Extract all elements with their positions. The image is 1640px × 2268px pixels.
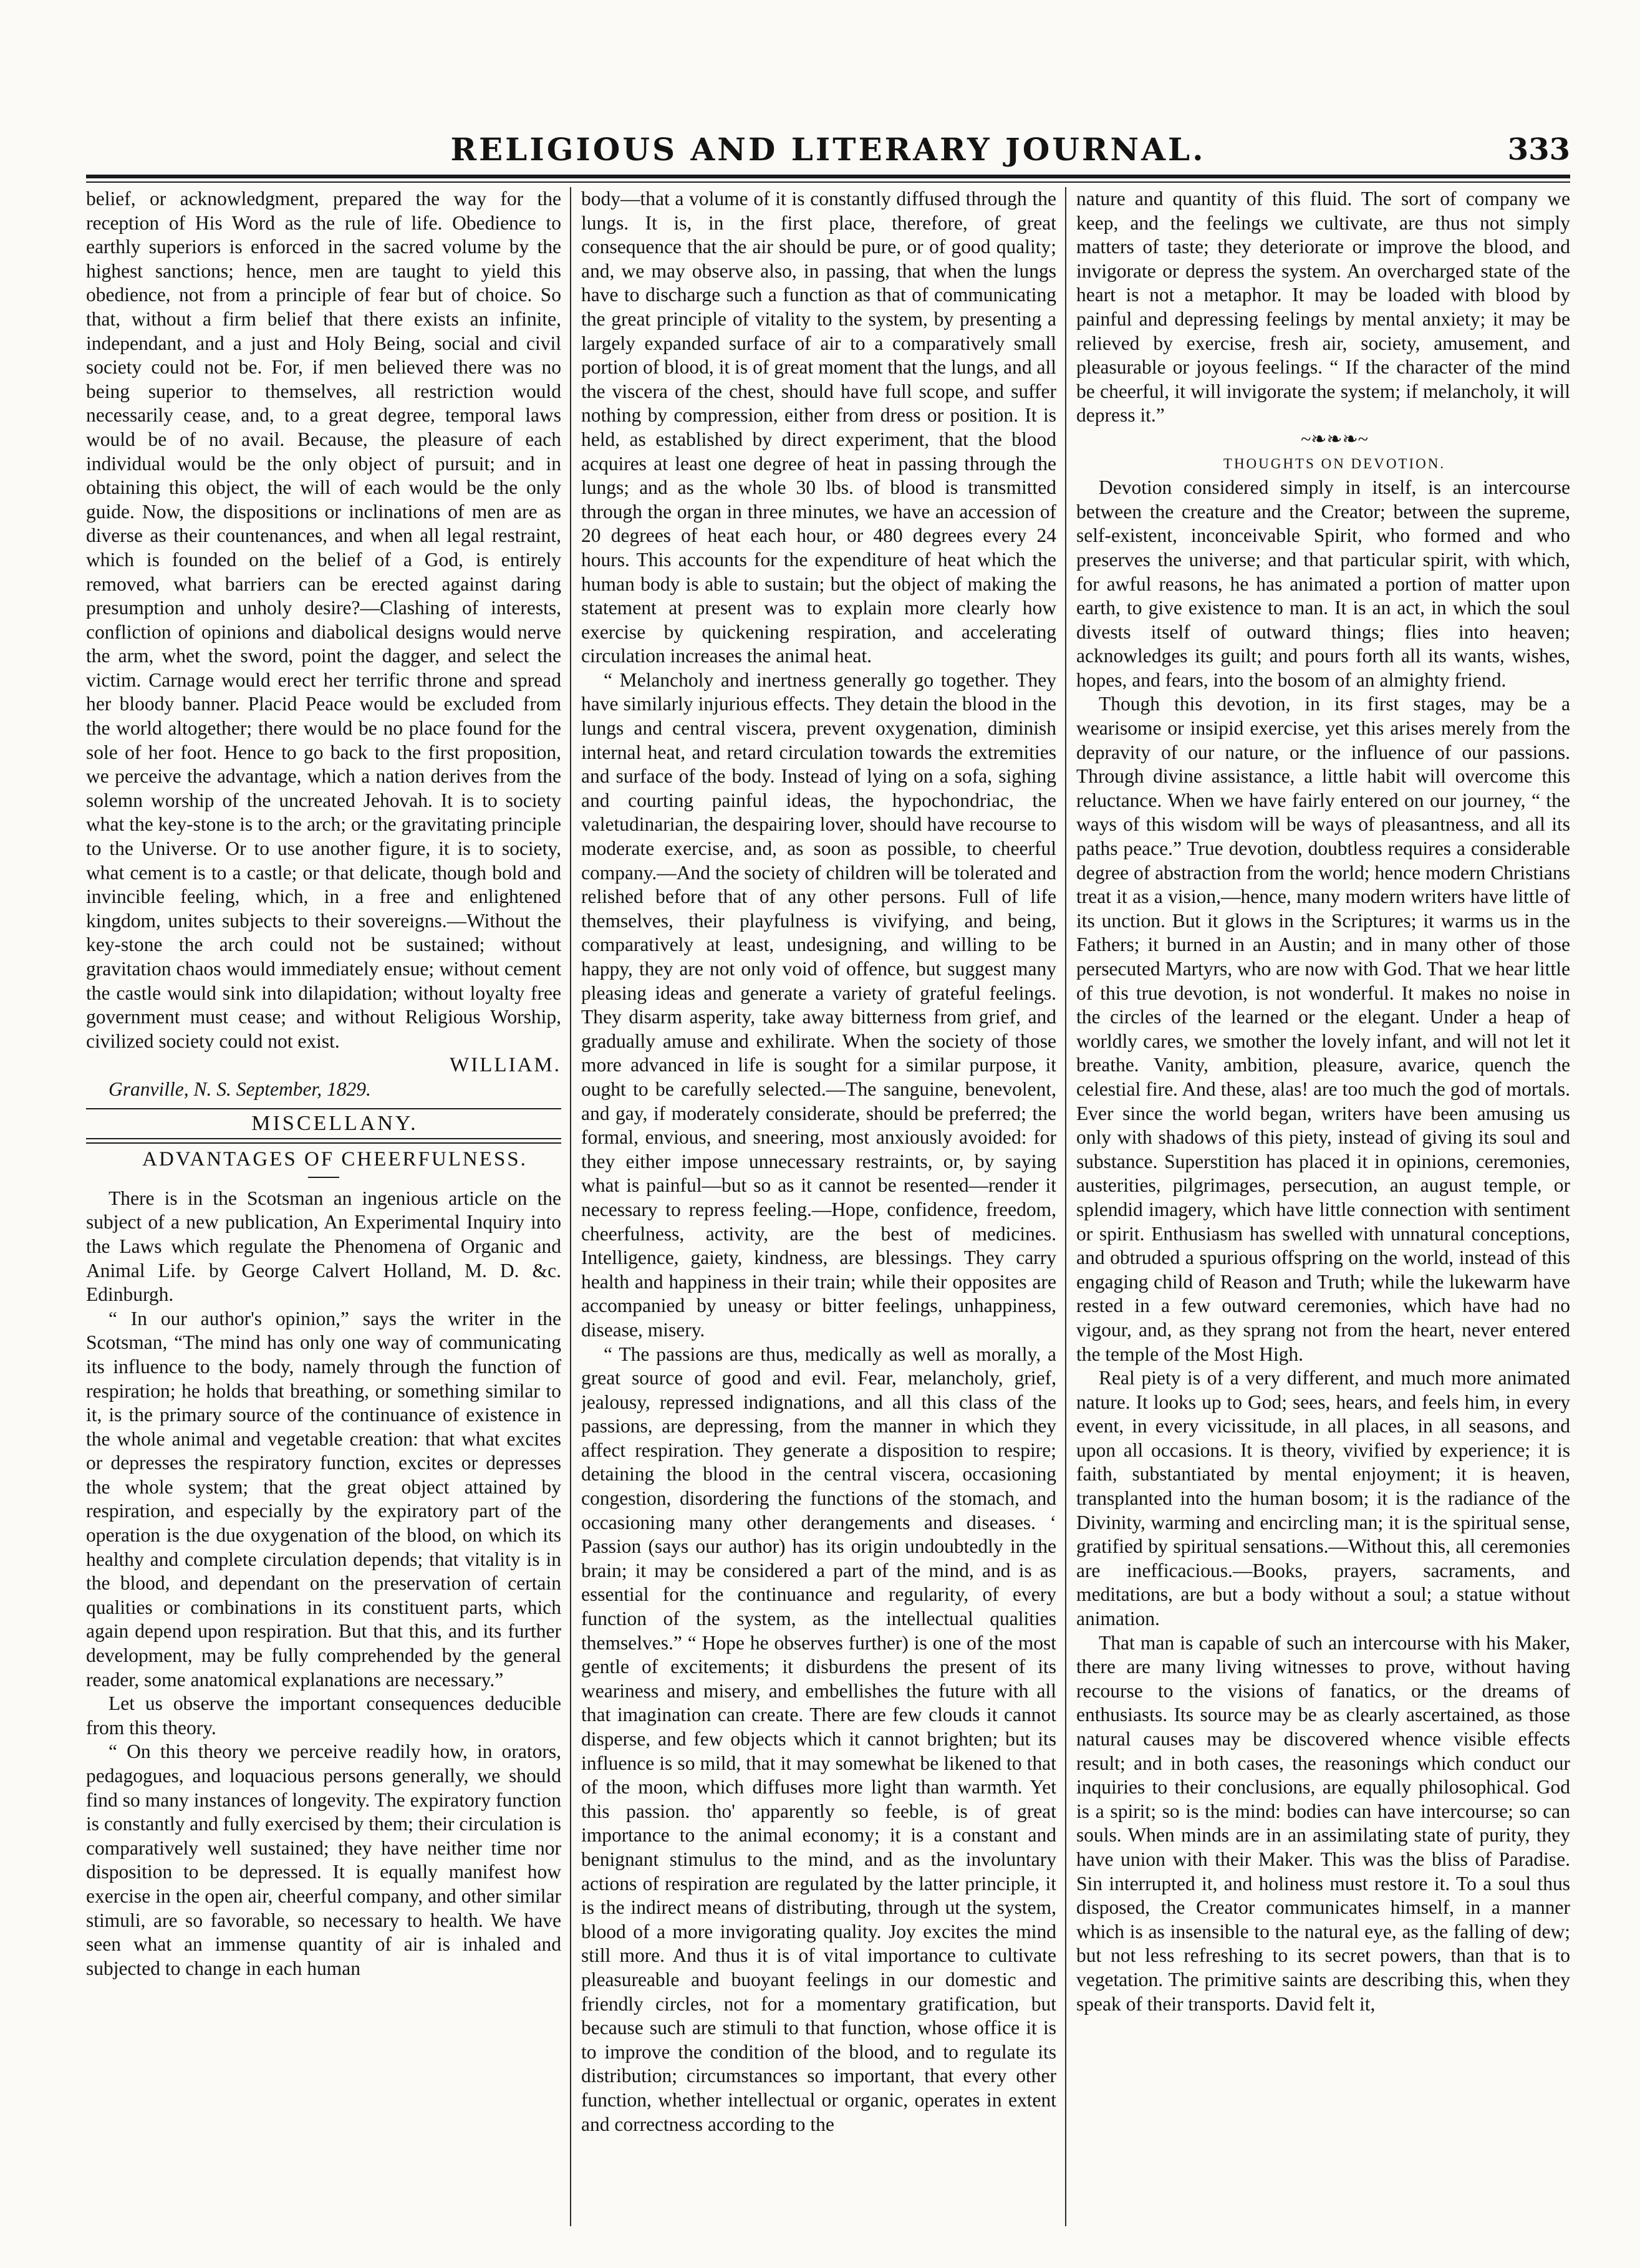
paragraph-continuation: belief, or acknowledgment, prepared the way for the reception of His Word as the rule of life. Obedience to earthly superiors is enforced in the sacred volume by the highest sanctions; hence, men are taught to yield this obedience, not from a principle of fear but of choice. So that, without a firm belief that there exists an infinite, independant, and a just and Holy Being, social and civil society could not be. For, if men believed there was no being superior to themselves, all restriction would necessarily cease, and, to a great degree, temporal laws would be of no avail. Because, the pleasure of each individual would be the only object of pursuit; and in obtaining this object, the will of each would be the only guide. Now, the dispositions or inclinations of men are as diverse as their countenances, and when all legal restraint, which is founded on the belief of a God, is entirely removed, what barriers can be erected against daring presumption and unholy desire?—Clashing of interests, confliction of opinions and diabolical designs would nerve the arm, whet the sword, point the dagger, and select the victim. Carnage would erect her terrific throne and spread her bloody banner. Placid Peace would be excluded from the world altogether; there would be no place found for the sole of her foot. Hence to go back to the first proposition, we perceive the advantage, which a nation derives from the solemn worship of the uncreated Jehovah. It is to society what the key-stone is to the arch; or the gravitating principle to the Universe. Or to use another figure, it is to society, what cement is to a castle; or that delicate, though bold and invincible feeling, which, in a free and enlightened kingdom, unites subjects to their sovereigns.—Without the key-stone the arch could not be sustained; without gravitation chaos would immediately ensue; without cement the castle would sink into dilapidation; without loyalty free government must cease; and without Religious Worship, civilized society could not exist. — [86, 188, 561, 1052]
paragraph: There is in the Scotsman an ingenious article on the subject of a new publication, An Experimental Inquiry into the Laws which regulate the Phenomena of Organic and Animal Life. by George Calvert Holland, M. D. &c. Edinburgh. — [86, 1187, 561, 1306]
paragraph: “ The passions are thus, medically as well as morally, a great source of good and evil. Fear, melancholy, grief, jealousy, repressed indignations, and all this class of the passions, are depressing, from the manner in which they affect respiration. They generate a disposition to respire; detaining the blood in the central viscera, occasioning congestion, disordering the functions of the stomach, and occasioning many other derangements and diseases. ‘ Passion (says our author) has its origin undoubtedly in the brain; it may be considered a part of the mind, and is as essential for the continuance and regularity, of every function of the system, as the intellectual qualities themselves.” “ Hope he observes further) is one of the most gentle of excitements; it disburdens the present of its weariness and misery, and embellishes the future with all that imagination can create. There are few clouds it cannot disperse, and few objects which it cannot brighten; but its influence is so mild, that it may somewhat be likened to that of the moon, which diffuses more light than warmth. Yet this passion. tho' apparently so feeble, is of great importance to the animal economy; it is a constant and benignant stimulus to the mind, and as the involuntary actions of respiration are regulated by the latter principle, it is the indirect means of distributing, through ut the system, blood of a more invigorating quality. Joy excites the mind still more. And thus it is of vital importance to cultivate pleasureable and buoyant feelings in our domestic and friendly circles, not for a momentary gratification, but because such are stimuli to that function, whose office it is to improve the condition of the blood, and to regulate its distribution; circumstances so important, that every other function, whether intellectual or organic, operates in extent and correctness according to the — [581, 1343, 1056, 2135]
author-signature: WILLIAM. — [450, 1054, 561, 1077]
paragraph: That man is capable of such an intercourse with his Maker, there are many living witnesses to prove, without having recourse to the visions of fanatics, or the dreams of enthusiasts. Its source may be as clearly ascertained, as those natural causes may be discovered whence visible effects result; and in both cases, the reasonings which conduct our inquiries to their conclusions, are equally philosophical. God is a spirit; so is the mind: bodies can have intercourse; so can souls. When minds are in an assimilating state of purity, they have union with their Maker. This was the bliss of Paradise. Sin interrupted it, and holiness must restore it. To a soul thus disposed, the Creator communicates himself, in a manner which is as insensible to the natural eye, as the falling of dew; but not less refreshing to its secret powers, than that is to vegetation. The primitive saints are describing this, when they speak of their transports. David felt it, — [1076, 1631, 1570, 2015]
paragraph: body—that a volume of it is constantly diffused through the lungs. It is, in the first place, therefore, of great consequence that the air should be pure, or of good quality; and, we may observe also, in passing, that when the lungs have to discharge such a function as that of communicating the great principle of vitality to the system, by presenting a largely expanded surface of air to a comparatively small portion of blood, it is of great moment that the lungs, and all the viscera of the chest, should have full scope, and suffer nothing by compression, either from dress or position. It is held, as established by direct experiment, that the blood acquires at least one degree of heat in passing through the lungs; and as the whole 30 lbs. of blood is transmitted through the organ in three minutes, we have an accession of 20 degrees of heat each hour, or 480 degrees every 24 hours. This accounts for the expenditure of heat which the human body is able to sustain; but the object of making the statement at present was to explain more clearly how exercise by quickening respiration, and accelerating circulation increases the animal heat. — [581, 188, 1056, 667]
title-short-rule — [308, 1177, 339, 1178]
page-number: 333 — [1507, 132, 1570, 167]
section-title: MISCELLANY. — [251, 1111, 418, 1135]
paragraph: Real piety is of a very different, and much more animated nature. It looks up to God; sees, hears, and feels him, in every event, in every vicissitude, in all places, in all seasons, and upon all occasions. It is theory, vivified by experience; it is faith, substantiated by mental enjoyment; it is heaven, transplanted into the human bosom; it is the radiance of the Divinity, warming and encircling man; it is the spiritual sense, gratified by spiritual sensations.—Without this, all ceremonies are inefficacious.—Books, prayers, sacraments, and meditations, are but a body without a soul; a statue without animation. — [1076, 1367, 1570, 1630]
column-3 — [1076, 187, 1570, 2226]
column-divider-2 — [1065, 187, 1066, 2226]
paragraph: “ In our author's opinion,” says the writer in the Scotsman, “The mind has only one way of communicating its influence to the body, namely through the function of respiration; he holds that breathing, or something similar to it, is the primary source of the continuance of existence in the whole animal and vegetable creation: that what excites or depresses the respiratory function, excites or depresses the whole system; that the great object attained by respiration, and especially by the expiratory part of the operation is the due oxygenation of the blood, on which its healthy and complete circulation depends; that vitality is in the blood, and dependant on the preservation of certain qualities or combinations in its constituent parts, which again depend upon respiration. But that this, and its further development, may be fully comprehended by the general reader, some anatomical explanations are necessary.” — [86, 1307, 561, 1691]
paragraph: Let us observe the important consequences deducible from this theory. — [86, 1692, 561, 1739]
paragraph: “ Melancholy and inertness generally go together. They have similarly injurious effects. They detain the blood in the lungs and central viscera, prevent oxygenation, diminish internal heat, and retard circulation towards the extremities and surface of the body. Instead of lying on a sofa, sighing and courting painful ideas, the hypochondriac, the valetudinarian, the despairing lover, should have recourse to moderate exercise, and, as soon as possible, to cheerful company.—And the society of children will be tolerated and relished before that of any other persons. Full of life themselves, their playfulness is vivifying, and being, comparatively at least, undesigning, and willing to be happy, they are not only void of offence, but suggest many pleasing ideas and generate a variety of grateful feelings. They disarm asperity, take away bitterness from grief, and gradually amuse and exhilirate. When the society of those more advanced in life is sought for a similar purpose, it ought to be carefully selected.—The sanguine, benevolent, and gay, if moderately considerate, should be preferred; the formal, envious, and sneering, most anxiously avoided: for they either impose unnecessary restraints, or, by saying what is painful—but so as it cannot be resented—render it necessary to repress feeling.—Hope, confidence, freedom, cheerfulness, activity, are the best of medicines. Intelligence, gaiety, kindness, are blessings. They carry health and happiness in their train; while their opposites are accompanied by uneasy or bitter feelings, unhappiness, disease, misery. — [581, 668, 1056, 1341]
dateline: Granville, N. S. September, 1829. — [109, 1078, 371, 1100]
paragraph: Though this devotion, in its first stages, may be a wearisome or insipid exercise, yet this arises merely from the depravity of our nature, or the influence of our passions. Through divine assistance, a little habit will overcome this reluctance. When we have fairly entered on our journey, “ the ways of this wisdom will be ways of pleasantness, and all its paths peace.” True devotion, doubtless requires a considerable degree of abstraction from the world; hence modern Christians treat it as a vision,—hence, many modern writers have little of its unction. But it glows in the Scriptures; it warms us in the Fathers; it burned in an Austin; and in many other of those persecuted Martyrs, who are now with God. That we hear little of this true devotion, is not wonderful. It makes no noise in the circles of the learned or the elegant. Under a heap of worldly cares, we smother the lovely infant, and will not let it breathe. Vanity, ambition, pleasure, avarice, quench the celestial fire. And these, alas! are too much the god of mortals. Ever since the world began, writers have been amusing us only with shadows of this piety, instead of giving its soul and substance. Superstition has placed it in opinions, ceremonies, austerities, pilgrimages, persecution, an august temple, or splendid imagery, which have little connection with sentiment or spirit. Enthusiasm has swelled with unnatural conceptions, and obtruded a spurious offspring on the world, instead of this engaging child of Reason and Truth; while the lukewarm have rested in a few outward ceremonies, which have had no vigour, and, as they sprang not from the heart, never entered the temple of the Most High. — [1076, 693, 1570, 1365]
column-1 — [86, 187, 561, 2226]
section-rule-bottom — [86, 1142, 561, 1144]
article-title-cheerfulness: ADVANTAGES OF CHEERFULNESS. — [142, 1148, 528, 1171]
page-header — [86, 128, 1570, 171]
paragraph: Devotion considered simply in itself, is an intercourse between the creature and the Creator; between the supreme, self-existent, inconceivable Spirit, who formed and who preserves the universe; and that particular spirit, with which, for awful reasons, he has animated a portion of matter upon earth, to give existence to man. It is an act, in which the soul divests itself of outward things; flies into heaven; acknowledges its guilt; and pours forth all its wants, wishes, hopes, and fears, into the bosom of an almighty friend. — [1076, 476, 1570, 691]
paragraph: nature and quantity of this fluid. The sort of company we keep, and the feelings we cultivate, are thus not simply matters of taste; they deteriorate or improve the blood, and invigorate or depress the system. An overcharged state of the heart is not a metaphor. It may be loaded with blood by painful and depressing feelings by mental anxiety; it may be relieved by exercise, fresh air, society, amusement, and pleasurable or joyous feelings. “ If the character of the mind be cheerful, it will invigorate the system; if melancholy, it will depress it.” — [1076, 188, 1570, 427]
journal-title: RELIGIOUS AND LITERARY JOURNAL. — [450, 131, 1206, 168]
column-divider-1 — [570, 187, 571, 2226]
section-rule — [86, 1108, 561, 1109]
header-rule-thick — [86, 175, 1570, 178]
column-2 — [581, 187, 1056, 2226]
article-title-devotion: THOUGHTS ON DEVOTION. — [1223, 455, 1446, 471]
header-rule-thin — [86, 181, 1570, 183]
paragraph: “ On this theory we perceive readily how, in orators, pedagogues, and loquacious persons generally, we should find so many instances of longevity. The expiratory function is constantly and fully exercised by them; their circulation is comparatively well sustained; they have neither time nor disposition to be depressed. It is equally manifest how exercise in the open air, cheerful company, and other similar stimuli, are so favorable, so necessary to health. We have seen what an immense quantity of air is inhaled and subjected to change in each human — [86, 1740, 561, 1979]
ornament-divider: ~❧❧❧~ — [1301, 428, 1368, 450]
section-rule-top — [86, 1138, 561, 1139]
